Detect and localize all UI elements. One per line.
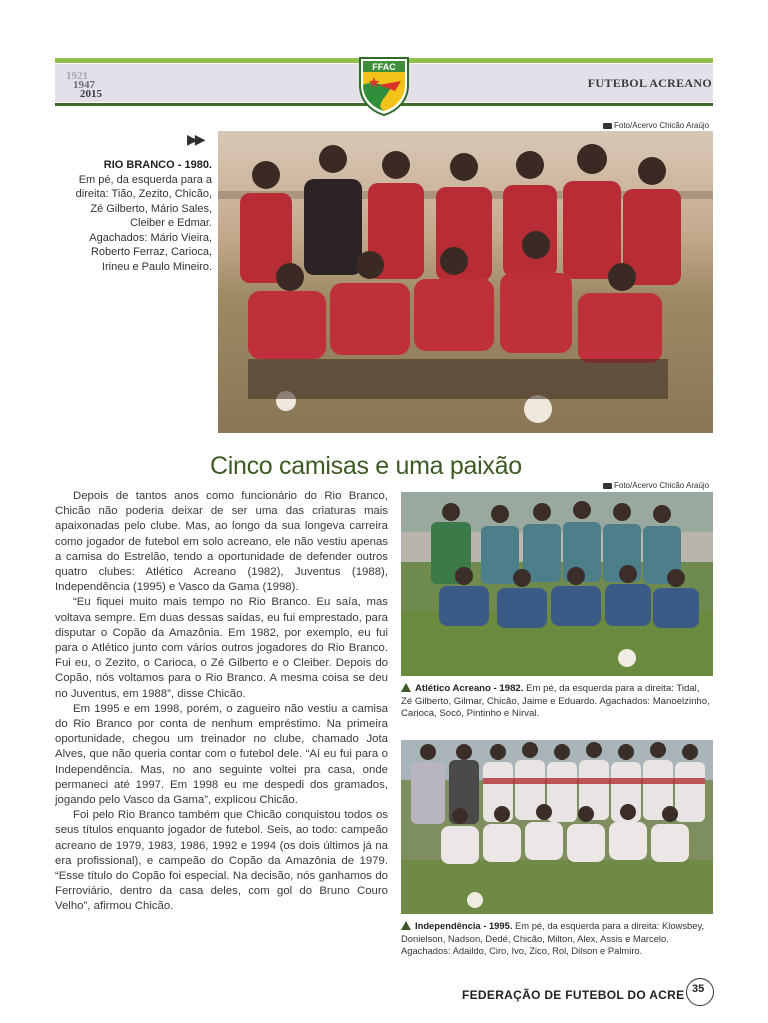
article-paragraph: Em 1995 e em 1998, porém, o zagueiro não vestiu a camisa do Rio Branco por conta de nenhum empréstimo. Na primeira oportunidade, chegou um treinador no clube, chamado Jota Alves, que não queria contar com o futebol dele. “Aí eu fui para o Independência. Mas, no ano seguinte voltei pra casa, onde permaneci até 1997. Em 1998 eu me despedi dos gramados, jogando pelo Vasco da Gama”, explicou Chicão.	[55, 702, 388, 807]
caption-independencia-title: Independência - 1995.	[415, 920, 513, 931]
triangle-icon	[401, 921, 411, 930]
caption-rio-branco-text: Em pé, da esquerda para a direita: Tião, Zezito, Chicão, Zé Gilberto, Mário Sales, Cleiber e Edmar. Agachados: Mário Vieira, Roberto Ferraz, Carioca, Irineu e Paulo Mineiro.	[75, 173, 212, 273]
ffac-logo	[357, 55, 411, 117]
year-1947: 1947	[73, 79, 95, 91]
header-years	[66, 70, 126, 100]
caption-atletico	[401, 683, 713, 721]
caption-rio-branco-title: RIO BRANCO - 1980.	[103, 159, 212, 171]
photo-rio-branco-1980	[218, 131, 713, 433]
caption-independencia	[401, 920, 713, 958]
article-paragraph: “Eu fiquei muito mais tempo no Rio Branco. Eu saía, mas voltava sempre. Em duas dessas saídas, eu fui emprestado, para disputar o Copão da Amazônia. Em 1982, por exemplo, eu fui para o Atlético junto com vários outros jogadores do Rio Branco. Fui eu, o Zezito, o Carioca, o Zé Gilberto e o Cleiber. Depois do Copão, nós voltamos para o Rio Branco. A mesma coisa se deu no Juventus, em 1988”, disse Chicão.	[55, 596, 388, 700]
camera-icon	[603, 483, 612, 489]
photo-independencia-1995	[401, 740, 713, 914]
caption-atletico-title: Atlético Acreano - 1982.	[415, 683, 524, 694]
photo-atletico-1982	[401, 492, 713, 676]
footer-org: FEDERAÇÃO DE FUTEBOL DO ACRE	[462, 988, 685, 1002]
article-paragraph: Foi pelo Rio Branco também que Chicão conquistou todos os seus títulos enquanto jogador de futebol. Seis, ao todo: campeão acreano de 1979, 1983, 1986, 1992 e 1994 (os dois últimos já na era profissional), e campeão do Copão da Amazônia de 1979. “Esse título do Copão foi especial. Na decisão, nós ganhamos do Ferroviário, dentro da casa deles, com gol do Bruno Couro Velho”, afirmou Chicão.	[55, 809, 388, 913]
caption-rio-branco	[70, 158, 212, 274]
photo-credit-text: Foto/Acervo Chicão Araújo	[614, 481, 710, 490]
double-arrow-icon: ▶▶	[187, 131, 203, 147]
caption-atletico-text: Em pé, da esquerda para a direita: Tidal, Zé Gilberto, Gilmar, Chicão, Jaime e Eduardo. Agachados: Manoelzinho, Carioca, Socó, Pintinho e Nirval.	[401, 683, 710, 719]
caption-independencia-text: Em pé, da esquerda para a direita: Klowsbey, Donielson, Nadson, Dedé, Chicão, Milton, Alex, Assis e Marcelo. Agachados: Adaildo, Ciro, Ivo, Zico, Rol, Dilson e Palmiro.	[401, 920, 705, 956]
year-1921: 1921	[66, 70, 88, 82]
article-headline: Cinco camisas e uma paixão	[210, 452, 522, 480]
logo-text: FFAC	[372, 62, 396, 72]
camera-icon	[603, 123, 612, 129]
photo-credit-top	[603, 121, 709, 130]
section-title: FUTEBOL ACREANO	[587, 76, 712, 90]
photo-credit-middle	[603, 481, 709, 490]
photo-credit-text: Foto/Acervo Chicão Araújo	[614, 121, 710, 130]
year-2015: 2015	[80, 88, 102, 100]
page-number: 35	[692, 983, 705, 995]
article-paragraph: Depois de tantos anos como funcionário do Rio Branco, Chicão não poderia deixar de ser uma das criaturas mais apaixonadas pelo clube. Mas, ao longo da sua longeva carreira como jogador de futebol em solo acreano, ele não vestiu apenas a camisa do Estrelão, tendo a oportunidade de defender outros quatro clubes: Atlético Acreano (1982), Juventus (1988), Independência (1995) e Vasco da Gama (1998).	[55, 490, 388, 594]
triangle-icon	[401, 683, 411, 692]
article-body	[55, 489, 388, 915]
